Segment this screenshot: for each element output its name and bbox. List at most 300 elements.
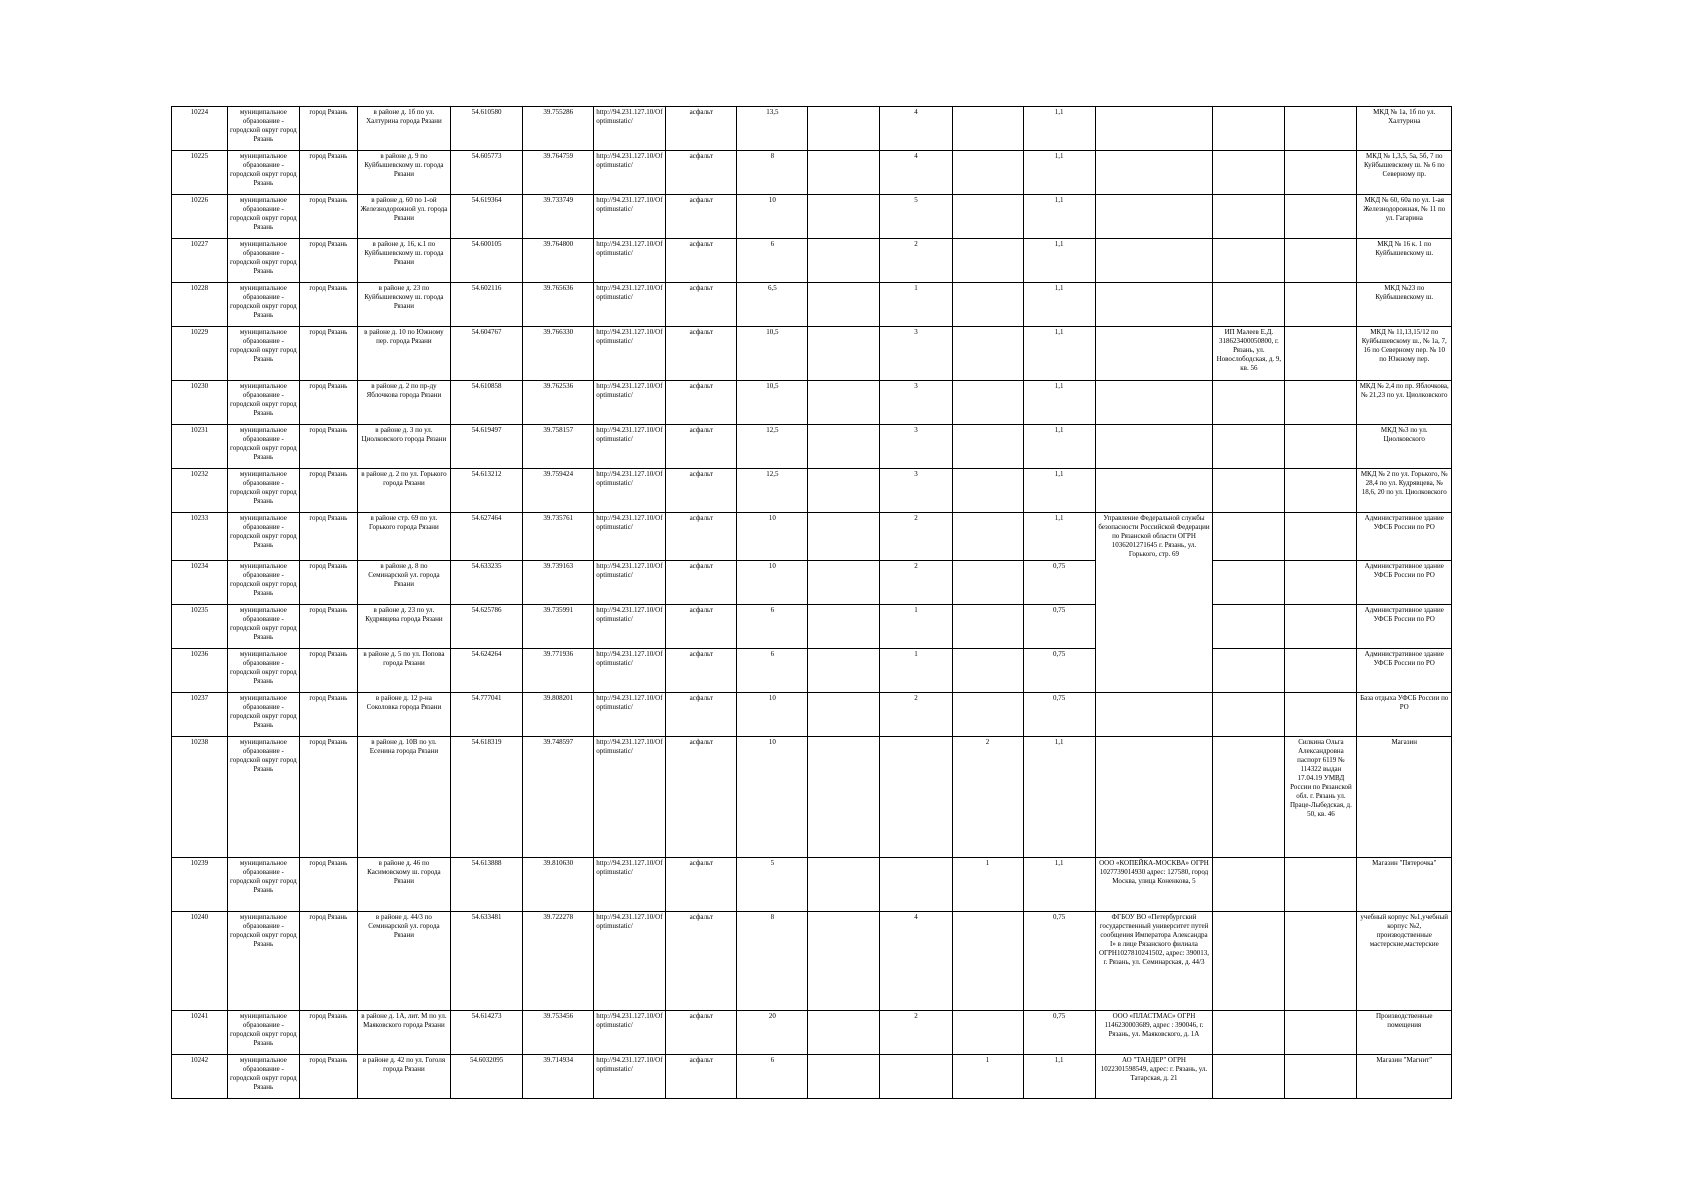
surface-type: асфальт (666, 151, 737, 195)
latitude: 54.610858 (451, 381, 523, 425)
container-volume: 1,1 (1023, 1054, 1095, 1098)
column-blank (808, 327, 880, 381)
map-link[interactable]: http://94.231.127.10/Ofoptimustatic/ (594, 911, 666, 1010)
served-objects: МКД № 16 к. 1 по Куйбышевскому ш. (1357, 239, 1452, 283)
latitude: 54.619364 (451, 195, 523, 239)
column-blank (808, 857, 880, 911)
surface-type: асфальт (666, 425, 737, 469)
city: город Рязань (299, 1010, 357, 1054)
location-address: в районе д. 23 по Куйбышевскому ш. города Рязани (357, 283, 450, 327)
city: город Рязань (299, 239, 357, 283)
owner-individual (1285, 469, 1357, 513)
area: 10 (737, 560, 808, 604)
longitude: 39.764759 (523, 151, 594, 195)
surface-type: асфальт (666, 692, 737, 736)
container-count-alt: 1 (952, 857, 1023, 911)
table-row (172, 469, 1452, 513)
site-id: 10229 (172, 327, 228, 381)
longitude: 39.759424 (523, 469, 594, 513)
location-address: в районе д. 60 по 1-ой Железнодорожной ул. города Рязани (357, 195, 450, 239)
container-count-alt: 2 (952, 736, 1023, 857)
municipality: муниципальное образование - городской округ город Рязань (227, 469, 299, 513)
owner-organization (1095, 381, 1213, 425)
site-id: 10236 (172, 648, 228, 692)
table-row (172, 381, 1452, 425)
served-objects: МКД №23 по Куйбышевскому ш. (1357, 283, 1452, 327)
map-link[interactable]: http://94.231.127.10/Ofoptimustatic/ (594, 381, 666, 425)
owner-entrepreneur (1213, 1054, 1285, 1098)
container-count: 2 (880, 239, 952, 283)
table-row (172, 648, 1452, 692)
container-count-alt (952, 151, 1023, 195)
column-blank (808, 195, 880, 239)
area: 10 (737, 195, 808, 239)
municipality: муниципальное образование - городской округ город Рязань (227, 604, 299, 648)
municipality: муниципальное образование - городской округ город Рязань (227, 560, 299, 604)
latitude: 54.618319 (451, 736, 523, 857)
owner-organization (1095, 692, 1213, 736)
city: город Рязань (299, 857, 357, 911)
longitude: 39.733749 (523, 195, 594, 239)
container-count: 2 (880, 560, 952, 604)
container-count-alt (952, 283, 1023, 327)
served-objects: учебный корпус №1,учебный корпус №2, производственные мастерские,мастерские (1357, 911, 1452, 1010)
table-row (172, 283, 1452, 327)
city: город Рязань (299, 107, 357, 151)
container-count (880, 736, 952, 857)
served-objects: Административное здание УФСБ России по РО (1357, 513, 1452, 561)
area: 10,5 (737, 327, 808, 381)
location-address: в районе д. 23 по ул. Кудрявцева города Рязани (357, 604, 450, 648)
longitude: 39.766330 (523, 327, 594, 381)
container-volume: 1,1 (1023, 151, 1095, 195)
owner-individual (1285, 513, 1357, 561)
served-objects: Административное здание УФСБ России по РО (1357, 604, 1452, 648)
container-volume: 0,75 (1023, 692, 1095, 736)
owner-organization (1095, 151, 1213, 195)
container-count (880, 857, 952, 911)
latitude: 54.605773 (451, 151, 523, 195)
container-volume: 1,1 (1023, 469, 1095, 513)
container-count-alt (952, 604, 1023, 648)
table-row (172, 857, 1452, 911)
served-objects: МКД № 2 по ул. Горького, № 28,4 по ул. Кудрявцева, № 18,6, 20 по ул. Циолковского (1357, 469, 1452, 513)
municipality: муниципальное образование - городской округ город Рязань (227, 1010, 299, 1054)
city: город Рязань (299, 911, 357, 1010)
map-link[interactable]: http://94.231.127.10/Ofoptimustatic/ (594, 195, 666, 239)
location-address: в районе д. 44/3 по Семинарской ул. города Рязани (357, 911, 450, 1010)
longitude: 39.808201 (523, 692, 594, 736)
latitude: 54.624264 (451, 648, 523, 692)
map-link[interactable]: http://94.231.127.10/Ofoptimustatic/ (594, 604, 666, 648)
city: город Рязань (299, 648, 357, 692)
site-id: 10231 (172, 425, 228, 469)
location-address: в районе д. 46 по Касимовскому ш. города Рязани (357, 857, 450, 911)
city: город Рязань (299, 692, 357, 736)
site-id: 10242 (172, 1054, 228, 1098)
map-link[interactable]: http://94.231.127.10/Ofoptimustatic/ (594, 239, 666, 283)
longitude: 39.714934 (523, 1054, 594, 1098)
municipality: муниципальное образование - городской округ город Рязань (227, 857, 299, 911)
location-address: в районе д. 12 р-на Соколовка города Рязани (357, 692, 450, 736)
container-count-alt (952, 425, 1023, 469)
area: 6 (737, 604, 808, 648)
table-row (172, 1010, 1452, 1054)
area: 6 (737, 648, 808, 692)
map-link[interactable]: http://94.231.127.10/Ofoptimustatic/ (594, 469, 666, 513)
owner-entrepreneur (1213, 604, 1285, 648)
site-id: 10233 (172, 513, 228, 561)
city: город Рязань (299, 736, 357, 857)
table-row (172, 239, 1452, 283)
area: 12,5 (737, 469, 808, 513)
table-row (172, 425, 1452, 469)
container-count-alt (952, 692, 1023, 736)
container-count: 3 (880, 469, 952, 513)
container-volume: 1,1 (1023, 381, 1095, 425)
surface-type: асфальт (666, 513, 737, 561)
container-count-alt: 1 (952, 1054, 1023, 1098)
longitude: 39.722278 (523, 911, 594, 1010)
owner-entrepreneur (1213, 425, 1285, 469)
municipality: муниципальное образование - городской округ город Рязань (227, 107, 299, 151)
owner-individual (1285, 425, 1357, 469)
owner-organization: ООО «КОПЕЙКА-МОСКВА» ОГРН 1027739014930 адрес: 127580, город Москва, улица Коненкова, 5 (1095, 857, 1213, 911)
served-objects: МКД № 2,4 по пр. Яблочкова, № 21,23 по ул. Циолковского (1357, 381, 1452, 425)
site-id: 10240 (172, 911, 228, 1010)
owner-entrepreneur (1213, 469, 1285, 513)
site-id: 10234 (172, 560, 228, 604)
municipality: муниципальное образование - городской округ город Рязань (227, 425, 299, 469)
served-objects: Административное здание УФСБ России по РО (1357, 648, 1452, 692)
container-volume: 1,1 (1023, 425, 1095, 469)
site-id: 10241 (172, 1010, 228, 1054)
served-objects: Магазин (1357, 736, 1452, 857)
container-volume: 1,1 (1023, 107, 1095, 151)
served-objects: Административное здание УФСБ России по РО (1357, 560, 1452, 604)
site-id: 10224 (172, 107, 228, 151)
container-count: 3 (880, 327, 952, 381)
column-blank (808, 736, 880, 857)
served-objects: База отдыха УФСБ России по РО (1357, 692, 1452, 736)
latitude: 54.613212 (451, 469, 523, 513)
area: 13,5 (737, 107, 808, 151)
column-blank (808, 425, 880, 469)
container-count: 4 (880, 151, 952, 195)
column-blank (808, 1054, 880, 1098)
site-id: 10238 (172, 736, 228, 857)
container-count-alt (952, 911, 1023, 1010)
location-address: в районе д. 1б по ул. Халтурина города Рязани (357, 107, 450, 151)
longitude: 39.758157 (523, 425, 594, 469)
owner-individual (1285, 560, 1357, 604)
area: 10 (737, 513, 808, 561)
longitude: 39.755286 (523, 107, 594, 151)
column-blank (808, 648, 880, 692)
map-link[interactable]: http://94.231.127.10/Ofoptimustatic/ (594, 560, 666, 604)
owner-individual (1285, 195, 1357, 239)
map-link[interactable]: http://94.231.127.10/Ofoptimustatic/ (594, 692, 666, 736)
latitude: 54.625786 (451, 604, 523, 648)
map-link[interactable]: http://94.231.127.10/Ofoptimustatic/ (594, 1010, 666, 1054)
location-address: в районе стр. 69 по ул. Горького города Рязани (357, 513, 450, 561)
owner-organization (1095, 736, 1213, 857)
surface-type: асфальт (666, 911, 737, 1010)
surface-type: асфальт (666, 736, 737, 857)
map-link[interactable]: http://94.231.127.10/Ofoptimustatic/ (594, 151, 666, 195)
area: 10 (737, 736, 808, 857)
surface-type: асфальт (666, 107, 737, 151)
longitude: 39.739163 (523, 560, 594, 604)
area: 20 (737, 1010, 808, 1054)
latitude: 54.633481 (451, 911, 523, 1010)
map-link[interactable]: http://94.231.127.10/Ofoptimustatic/ (594, 857, 666, 911)
municipality: муниципальное образование - городской округ город Рязань (227, 327, 299, 381)
longitude: 39.765636 (523, 283, 594, 327)
area: 6,5 (737, 283, 808, 327)
area: 6 (737, 1054, 808, 1098)
map-link[interactable]: http://94.231.127.10/Ofoptimustatic/ (594, 107, 666, 151)
container-volume: 0,75 (1023, 648, 1095, 692)
map-link[interactable]: http://94.231.127.10/Ofoptimustatic/ (594, 283, 666, 327)
table-row (172, 604, 1452, 648)
location-address: в районе д. 2 по пр-ду Яблочкова города Рязани (357, 381, 450, 425)
registry-table (171, 106, 1452, 1099)
container-count-alt (952, 469, 1023, 513)
surface-type: асфальт (666, 381, 737, 425)
table-row (172, 1054, 1452, 1098)
owner-individual (1285, 692, 1357, 736)
owner-organization: ФГБОУ ВО «Петербургский государственный университет путей сообщения Императора Александра I» в лице Рязанского филиала ОГРН1027810241502, адрес: 390013, г. Рязань, ул. Семинарская, д. 44/3 (1095, 911, 1213, 1010)
site-id: 10226 (172, 195, 228, 239)
surface-type: асфальт (666, 239, 737, 283)
owner-entrepreneur (1213, 692, 1285, 736)
site-id: 10237 (172, 692, 228, 736)
longitude: 39.764800 (523, 239, 594, 283)
municipality: муниципальное образование - городской округ город Рязань (227, 692, 299, 736)
location-address: в районе д. 42 по ул. Гоголя города Рязани (357, 1054, 450, 1098)
column-blank (808, 151, 880, 195)
surface-type: асфальт (666, 648, 737, 692)
area: 10 (737, 692, 808, 736)
served-objects: Магазин "Пятерочка" (1357, 857, 1452, 911)
container-count: 1 (880, 648, 952, 692)
area: 5 (737, 857, 808, 911)
location-address: в районе д. 9 по Куйбышевскому ш. города Рязани (357, 151, 450, 195)
area: 6 (737, 239, 808, 283)
surface-type: асфальт (666, 857, 737, 911)
longitude: 39.771936 (523, 648, 594, 692)
served-objects: Магазин "Магнит" (1357, 1054, 1452, 1098)
registry-rows (172, 107, 1452, 1099)
owner-entrepreneur: ИП Малеев Е.Д. 318623400050800, г. Рязань, ул. Новослободская, д. 9, кв. 56 (1213, 327, 1285, 381)
served-objects: МКД №3 по ул. Циолковского (1357, 425, 1452, 469)
city: город Рязань (299, 327, 357, 381)
longitude: 39.762536 (523, 381, 594, 425)
municipality: муниципальное образование - городской округ город Рязань (227, 911, 299, 1010)
owner-entrepreneur (1213, 107, 1285, 151)
city: город Рязань (299, 1054, 357, 1098)
table-row (172, 560, 1452, 604)
map-link[interactable]: http://94.231.127.10/Ofoptimustatic/ (594, 1054, 666, 1098)
location-address: в районе д. 16, к.1 по Куйбышевскому ш. города Рязани (357, 239, 450, 283)
surface-type: асфальт (666, 560, 737, 604)
container-count: 5 (880, 195, 952, 239)
municipality: муниципальное образование - городской округ город Рязань (227, 151, 299, 195)
city: город Рязань (299, 513, 357, 561)
served-objects: МКД № 1,3,5, 5а, 5б, 7 по Куйбышевскому ш. № 6 по Северному пр. (1357, 151, 1452, 195)
area: 12,5 (737, 425, 808, 469)
column-blank (808, 239, 880, 283)
container-volume: 0,75 (1023, 911, 1095, 1010)
owner-individual (1285, 604, 1357, 648)
owner-individual (1285, 857, 1357, 911)
latitude: 54.604767 (451, 327, 523, 381)
container-count-alt (952, 648, 1023, 692)
location-address: в районе д. 3 по ул. Циолковского города Рязани (357, 425, 450, 469)
owner-entrepreneur (1213, 1010, 1285, 1054)
owner-entrepreneur (1213, 513, 1285, 561)
owner-organization (1095, 560, 1213, 604)
container-count-alt (952, 381, 1023, 425)
owner-entrepreneur (1213, 560, 1285, 604)
column-blank (808, 560, 880, 604)
latitude: 54.613888 (451, 857, 523, 911)
owner-individual (1285, 107, 1357, 151)
owner-organization (1095, 469, 1213, 513)
owner-individual (1285, 381, 1357, 425)
municipality: муниципальное образование - городской округ город Рязань (227, 1054, 299, 1098)
map-link[interactable]: http://94.231.127.10/Ofoptimustatic/ (594, 513, 666, 561)
surface-type: асфальт (666, 604, 737, 648)
owner-individual: Силкина Ольга Александровна паспорт 6119 № 114322 выдан 17.04.19 УМВД России по Рязанской обл. г. Рязань ул. Праце-Лыбедская, д. 50, кв. 46 (1285, 736, 1357, 857)
container-count: 4 (880, 107, 952, 151)
surface-type: асфальт (666, 469, 737, 513)
owner-entrepreneur (1213, 736, 1285, 857)
owner-organization: АО "ТАНДЕР" ОГРН 1022301598549, адрес: г. Рязань, ул. Татарская, д. 21 (1095, 1054, 1213, 1098)
owner-entrepreneur (1213, 648, 1285, 692)
city: город Рязань (299, 560, 357, 604)
served-objects: Производственные помещения (1357, 1010, 1452, 1054)
longitude: 39.810630 (523, 857, 594, 911)
map-link[interactable]: http://94.231.127.10/Ofoptimustatic/ (594, 425, 666, 469)
longitude: 39.748597 (523, 736, 594, 857)
container-count (880, 1054, 952, 1098)
map-link[interactable]: http://94.231.127.10/Ofoptimustatic/ (594, 648, 666, 692)
location-address: в районе д. 8 по Семинарской ул. города Рязани (357, 560, 450, 604)
column-blank (808, 692, 880, 736)
municipality: муниципальное образование - городской округ город Рязань (227, 513, 299, 561)
area: 8 (737, 911, 808, 1010)
owner-entrepreneur (1213, 151, 1285, 195)
table-row (172, 692, 1452, 736)
site-id: 10235 (172, 604, 228, 648)
location-address: в районе д. 10 по Южному пер. города Рязани (357, 327, 450, 381)
surface-type: асфальт (666, 1054, 737, 1098)
container-volume: 1,1 (1023, 283, 1095, 327)
surface-type: асфальт (666, 1010, 737, 1054)
municipality: муниципальное образование - городской округ город Рязань (227, 648, 299, 692)
container-count: 3 (880, 425, 952, 469)
city: город Рязань (299, 195, 357, 239)
owner-individual (1285, 283, 1357, 327)
container-count-alt (952, 107, 1023, 151)
owner-organization (1095, 283, 1213, 327)
map-link[interactable]: http://94.231.127.10/Ofoptimustatic/ (594, 736, 666, 857)
container-count-alt (952, 560, 1023, 604)
owner-individual (1285, 1054, 1357, 1098)
column-blank (808, 469, 880, 513)
map-link[interactable]: http://94.231.127.10/Ofoptimustatic/ (594, 327, 666, 381)
site-id: 10228 (172, 283, 228, 327)
container-volume: 1,1 (1023, 327, 1095, 381)
longitude: 39.753456 (523, 1010, 594, 1054)
served-objects: МКД № 1а, 1б по ул. Халтурина (1357, 107, 1452, 151)
column-blank (808, 911, 880, 1010)
municipality: муниципальное образование - городской округ город Рязань (227, 381, 299, 425)
owner-organization (1095, 195, 1213, 239)
location-address: в районе д. 5 по ул. Попова города Рязани (357, 648, 450, 692)
container-count-alt (952, 195, 1023, 239)
container-count: 2 (880, 692, 952, 736)
site-id: 10232 (172, 469, 228, 513)
area: 10,5 (737, 381, 808, 425)
owner-organization (1095, 425, 1213, 469)
longitude: 39.735761 (523, 513, 594, 561)
owner-individual (1285, 648, 1357, 692)
container-count-alt (952, 239, 1023, 283)
site-id: 10227 (172, 239, 228, 283)
column-blank (808, 1010, 880, 1054)
container-volume: 1,1 (1023, 857, 1095, 911)
municipality: муниципальное образование - городской округ город Рязань (227, 283, 299, 327)
served-objects: МКД № 60, 60а по ул. 1-ая Железнодорожная, № 11 по ул. Гагарина (1357, 195, 1452, 239)
latitude: 54.6032095 (451, 1054, 523, 1098)
owner-organization (1095, 327, 1213, 381)
owner-entrepreneur (1213, 283, 1285, 327)
owner-organization (1095, 604, 1213, 648)
latitude: 54.633235 (451, 560, 523, 604)
table-row (172, 513, 1452, 561)
container-count: 3 (880, 381, 952, 425)
container-volume: 1,1 (1023, 513, 1095, 561)
owner-entrepreneur (1213, 239, 1285, 283)
container-volume: 0,75 (1023, 1010, 1095, 1054)
container-count: 2 (880, 1010, 952, 1054)
latitude: 54.777041 (451, 692, 523, 736)
owner-organization (1095, 239, 1213, 283)
table-row (172, 195, 1452, 239)
site-id: 10239 (172, 857, 228, 911)
container-count: 4 (880, 911, 952, 1010)
column-blank (808, 107, 880, 151)
city: город Рязань (299, 151, 357, 195)
container-count-alt (952, 513, 1023, 561)
owner-organization: ООО «ПЛАСТМАС» ОГРН 1146230003689, адрес : 390046, г. Рязань, ул. Маяковского, д. 1А (1095, 1010, 1213, 1054)
latitude: 54.627464 (451, 513, 523, 561)
site-id: 10230 (172, 381, 228, 425)
latitude: 54.614273 (451, 1010, 523, 1054)
column-blank (808, 513, 880, 561)
container-count: 2 (880, 513, 952, 561)
location-address: в районе д. 1А, лит. М по ул. Маяковского города Рязани (357, 1010, 450, 1054)
owner-entrepreneur (1213, 857, 1285, 911)
container-volume: 1,1 (1023, 736, 1095, 857)
municipality: муниципальное образование - городской округ город Рязань (227, 736, 299, 857)
table-row (172, 911, 1452, 1010)
owner-entrepreneur (1213, 381, 1285, 425)
municipality: муниципальное образование - городской округ город Рязань (227, 239, 299, 283)
